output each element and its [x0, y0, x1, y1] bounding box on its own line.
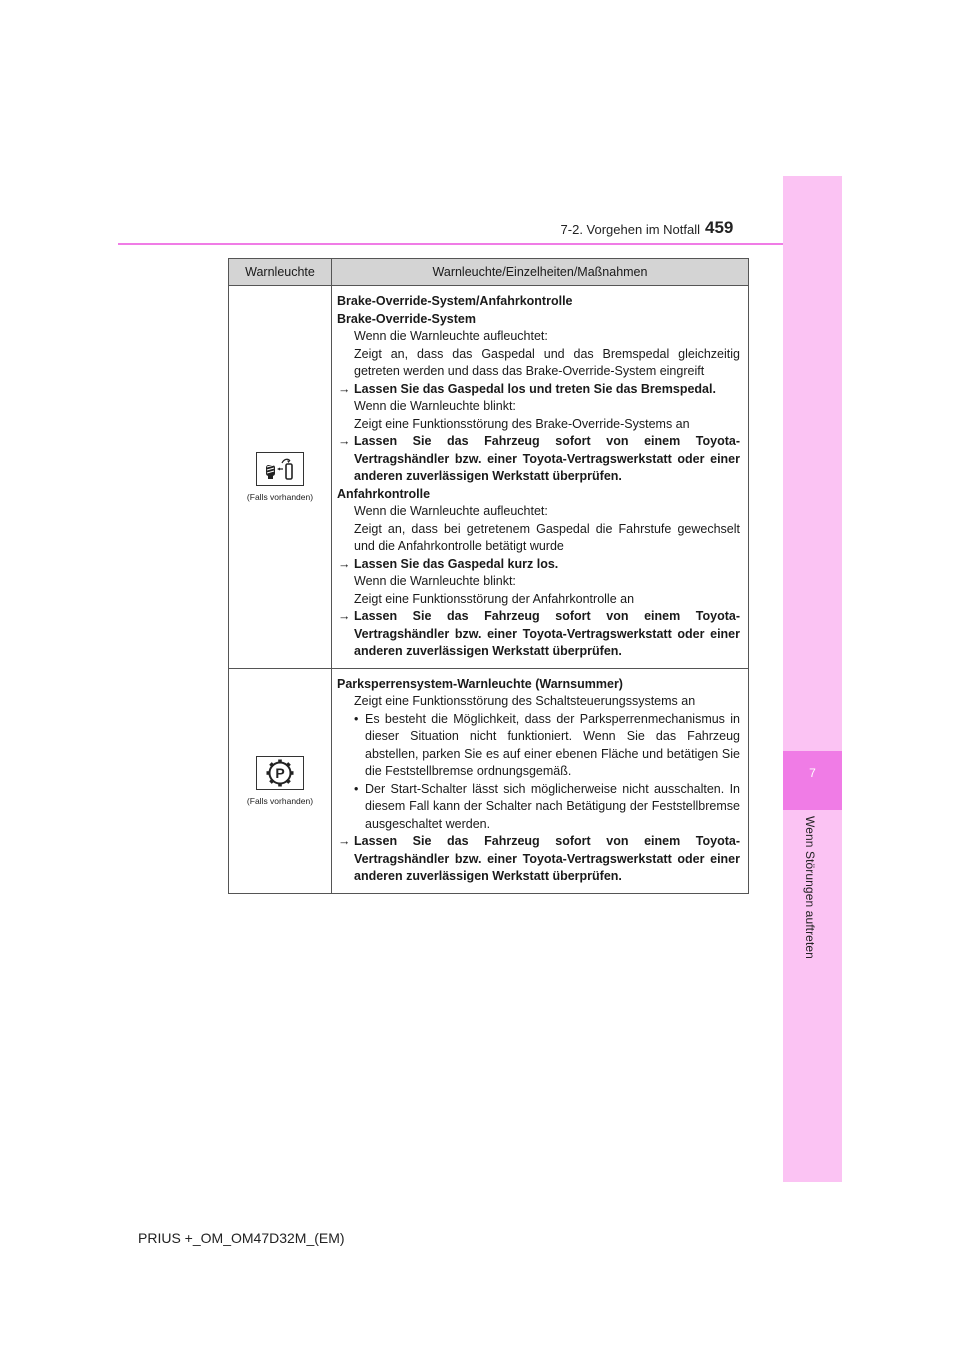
- column-header-details: Warnleuchte/Einzelheiten/Maßnahmen: [332, 259, 749, 286]
- description-text: Zeigt eine Funktionsstörung der Anfahrkontrolle an: [354, 591, 635, 606]
- chapter-side-tab: [783, 176, 842, 1182]
- list-item: • Der Start-Schalter lässt sich möglicherweise nicht ausschalten. In diesem Fall kann der Schalter nach Betätigung der Feststellbremse ausgeschaltet werden.: [354, 781, 740, 831]
- icon-caption: (Falls vorhanden): [246, 491, 314, 502]
- condition-text: Wenn die Warnleuchte blinkt:: [354, 574, 516, 588]
- row-title: Brake-Override-System/Anfahrkontrolle: [337, 294, 573, 308]
- document-code: PRIUS +_OM_OM47D32M_(EM): [138, 1230, 345, 1246]
- condition-text: Wenn die Warnleuchte aufleuchtet:: [354, 329, 548, 343]
- arrow-icon: →: [338, 556, 351, 571]
- bullet-icon: •: [354, 781, 359, 796]
- details-cell: [332, 286, 749, 669]
- header-rule: [118, 243, 783, 245]
- details-cell: [332, 668, 749, 893]
- condition-text: Wenn die Warnleuchte blinkt:: [354, 399, 516, 413]
- chapter-number-box: [783, 751, 842, 810]
- warning-light-table: [228, 258, 749, 894]
- arrow-icon: →: [338, 381, 351, 396]
- arrow-icon: →: [338, 834, 351, 848]
- list-item: • Es besteht die Möglichkeit, dass der Parksperrenmechanismus in dieser Situation nicht funktioniert. Wenn Sie das Fahrzeug abstellen, parken Sie es auf einer ebenen Fläche und betätigen Sie die Feststellbremse ordnungsgemäß.: [354, 711, 740, 778]
- subsection-title: Anfahrkontrolle: [337, 486, 431, 501]
- icon-cell: [229, 286, 332, 669]
- arrow-icon: →: [338, 609, 351, 623]
- icon-cell: [229, 668, 332, 893]
- description-text: Zeigt eine Funktionsstörung des Schaltsteuerungssystems an: [354, 694, 696, 708]
- chapter-title: Wenn Störungen auftreten: [803, 816, 817, 959]
- subsection-title: Brake-Override-System: [337, 311, 476, 326]
- table-row: [229, 286, 749, 669]
- table-header-row: [229, 259, 749, 286]
- parking-lock-warning-icon: [256, 756, 304, 790]
- brake-override-warning-icon: [256, 452, 304, 486]
- action-text: → Lassen Sie das Gaspedal kurz los.: [337, 556, 740, 574]
- section-title: 7-2. Vorgehen im Notfall: [560, 222, 700, 237]
- chapter-number: 7: [809, 766, 816, 780]
- page-number: 459: [705, 218, 734, 237]
- parking-letter: P: [275, 764, 285, 781]
- table-row: [229, 668, 749, 893]
- bullet-icon: •: [354, 711, 359, 726]
- arrow-icon: →: [338, 434, 351, 448]
- icon-caption: (Falls vorhanden): [246, 795, 314, 806]
- column-header-warnleuchte: Warnleuchte: [229, 259, 332, 286]
- action-text: → Lassen Sie das Gaspedal los und treten Sie das Bremspedal.: [337, 381, 740, 399]
- condition-text: Wenn die Warnleuchte aufleuchtet:: [354, 504, 548, 518]
- description-text: Zeigt eine Funktionsstörung des Brake-Override-Systems an: [354, 416, 690, 431]
- description-text: Zeigt an, dass bei getretenem Gaspedal die Fahrstufe gewechselt und die Anfahrkontrolle betätigt wurde: [354, 521, 740, 553]
- action-text: → Lassen Sie das Fahrzeug sofort von einem Toyota-Vertragshändler bzw. einer Toyota-Vertragswerkstatt oder einer anderen zuverlässigen Werkstatt überprüfen.: [338, 834, 740, 883]
- action-text: → Lassen Sie das Fahrzeug sofort von einem Toyota-Vertragshändler bzw. einer Toyota-Vertragswerkstatt oder einer anderen zuverlässigen Werkstatt überprüfen.: [338, 609, 740, 658]
- row-title: Parksperrensystem-Warnleuchte (Warnsummer): [337, 676, 623, 691]
- action-text: → Lassen Sie das Fahrzeug sofort von einem Toyota-Vertragshändler bzw. einer Toyota-Vertragswerkstatt oder einer anderen zuverlässigen Werkstatt überprüfen.: [338, 434, 740, 483]
- description-text: Zeigt an, dass das Gaspedal und das Bremspedal gleichzeitig getreten werden und dass das Brake-Override-System eingreift: [354, 346, 740, 378]
